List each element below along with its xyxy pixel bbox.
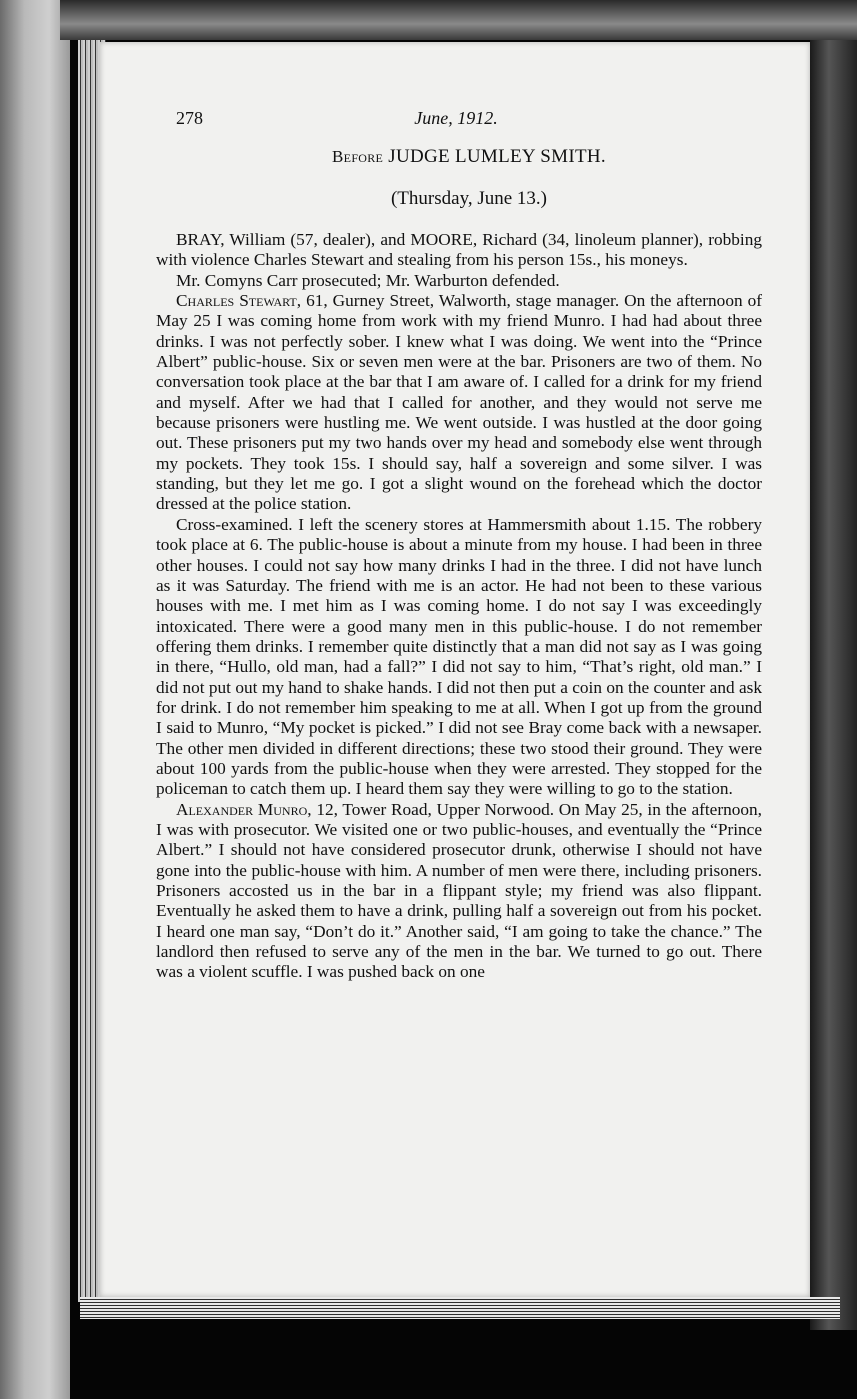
running-head xyxy=(176,108,736,134)
witness-name: Alexander Munro xyxy=(176,799,308,819)
book-left-edge xyxy=(0,0,70,1399)
witness-name: Charles Stewart xyxy=(176,291,297,311)
testimony-paragraph xyxy=(156,800,762,983)
counsel-paragraph: Mr. Comyns Carr prosecuted; Mr. Warburton defended. xyxy=(176,270,560,290)
case-heading-paragraph: BRAY, William (57, dealer), and MOORE, Richard (34, linoleum planner), robbing with violence Charles Stewart and stealing from his person 15s., his moneys. xyxy=(156,230,762,270)
cross-examination-paragraph: Cross-examined. I left the scenery stores at Hammersmith about 1.15. The robbery took place at 6. The public-house is about a minute from my house. I had been in three other houses. I could not say how many drinks I had in the three. I did not have lunch as it was Saturday. The friend with me is an actor. He had not been to these various houses with me. I met him as I was coming home. I do not say I was exceedingly intoxicated. There were a good many men in this public-house. I do not remember offering them drinks. I remember quite distinctly that a man did not say as I was going in there, “Hullo, old man, had a fall?” I did not say to him, “That’s right, old man.” I did not put out my hand to shake hands. I did not then put a coin on the counter and ask for drink. I do not remember him speaking to me at all. When I got up from the ground I said to Munro, “My pocket is picked.” I did not see Bray come back with a newsaper. The other men divided in different directions; these two stood their ground. They were about 100 yards from the public-house when they were arrested. They stopped for the policeman to catch them up. I heard them say they were willing to go to the station. xyxy=(156,514,762,799)
hearing-date: (Thursday, June 13.) xyxy=(390,188,547,209)
book-right-edge xyxy=(810,40,857,1330)
testimony-text: , 61, Gurney Street, Walworth, stage manager. On the afternoon of May 25 I was coming home from work with my friend Munro. I had had about three drinks. I was not perfectly sober. I knew what I was doing. We went into the “Prince Albert” public-house. Six or seven men were at the bar. Prisoners are two of them. No conversation took place at the bar that I am aware of. I called for a drink for my friend and myself. After we had that I called for another, and they would not serve me because prisoners were hustling me. We went outside. I was hustled at the door going out. These prisoners put my two hands over my head and somebody else went through my pockets. They took 15s. I should say, half a sovereign and some silver. I was standing, but they let me go. I got a slight wound on the forehead which the doctor dressed at the police station. xyxy=(156,291,762,514)
page-number: 278 xyxy=(176,108,203,128)
testimony-text: , 12, Tower Road, Upper Norwood. On May 25, in the afternoon, I was with prosecutor. We visited one or two public-houses, and eventually the “Prince Albert.” I should not have considered prosecutor drunk, otherwise I should not have gone into the public-house with him. A number of men were there, including prisoners. Prisoners accosted us in the bar in a flippant style; my friend was also flippant. Eventually he asked them to have a drink, pulling half a sovereign out from his pocket. I heard one man say, “Don’t do it.” Another said, “I am going to take the chance.” The landlord then refused to serve any of the men in the bar. We turned to go out. There was a violent scuffle. I was pushed back on one xyxy=(156,799,762,982)
section-prefix: Before xyxy=(332,147,384,166)
judge-name: JUDGE LUMLEY SMITH. xyxy=(388,146,606,167)
book-bottom-edge xyxy=(80,1297,840,1319)
section-title xyxy=(176,146,762,168)
testimony-paragraph xyxy=(156,291,762,515)
body-text xyxy=(156,230,762,983)
book-top-edge xyxy=(60,0,857,40)
running-title: June, 1912. xyxy=(414,108,498,128)
